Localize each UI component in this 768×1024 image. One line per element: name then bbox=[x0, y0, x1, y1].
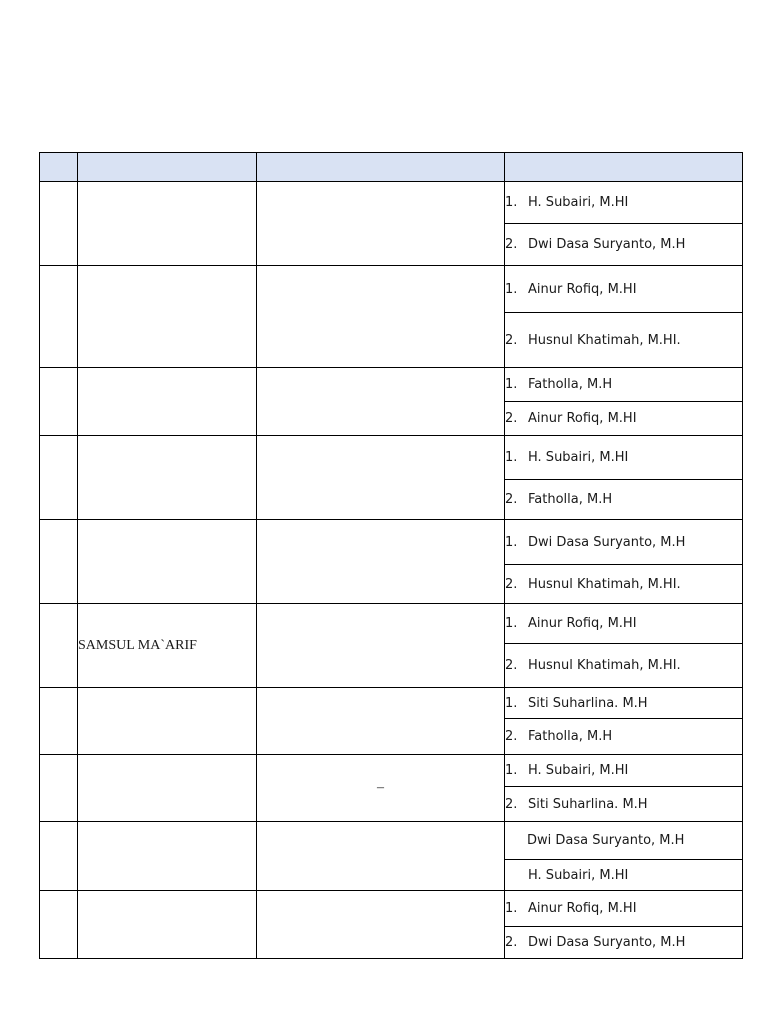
examiner-name: Dwi Dasa Suryanto, M.H bbox=[527, 833, 685, 848]
student-name-cell bbox=[78, 368, 257, 436]
thesis-title-cell bbox=[257, 688, 505, 755]
student-name-cell bbox=[78, 266, 257, 368]
examiner-cell bbox=[505, 313, 743, 368]
examiner-name: Ainur Rofiq, M.HI bbox=[528, 411, 637, 426]
student-name-cell bbox=[78, 822, 257, 891]
examiner-name: H. Subairi, M.HI bbox=[528, 763, 629, 778]
header-cell-name bbox=[78, 153, 257, 182]
table-row bbox=[40, 266, 743, 313]
table-row bbox=[40, 891, 743, 927]
row-number-cell bbox=[40, 688, 78, 755]
examiner-cell bbox=[505, 787, 743, 822]
table-row bbox=[40, 688, 743, 719]
thesis-title-cell bbox=[257, 368, 505, 436]
examiner-number: 2. bbox=[505, 729, 518, 744]
examiner-number: 1. bbox=[505, 695, 518, 711]
header-cell-title bbox=[257, 153, 505, 182]
examiner-number: 1. bbox=[505, 195, 518, 210]
row-number-cell bbox=[40, 182, 78, 266]
examiner-cell bbox=[505, 719, 743, 755]
examiner-number: 2. bbox=[505, 935, 518, 950]
row-number-cell bbox=[40, 822, 78, 891]
table-row bbox=[40, 368, 743, 402]
examiner-cell bbox=[505, 927, 743, 959]
row-number-cell bbox=[40, 266, 78, 368]
examiner-number: 1. bbox=[505, 281, 518, 297]
examiner-name: Siti Suharlina. M.H bbox=[528, 695, 648, 711]
examiner-number: 1. bbox=[505, 616, 518, 631]
examiner-cell bbox=[505, 480, 743, 520]
row-number-cell bbox=[40, 520, 78, 604]
examiner-number: 2. bbox=[505, 658, 518, 673]
table-row bbox=[40, 604, 743, 644]
examiner-number: 1. bbox=[505, 534, 518, 550]
student-name-cell bbox=[78, 182, 257, 266]
student-name-cell bbox=[78, 891, 257, 959]
thesis-title-cell bbox=[257, 822, 505, 891]
examiner-cell bbox=[505, 604, 743, 644]
table-row bbox=[40, 755, 743, 787]
table-row bbox=[40, 182, 743, 224]
examiner-cell bbox=[505, 402, 743, 436]
examiner-cell bbox=[505, 368, 743, 402]
examiner-name: Husnul Khatimah, M.HI. bbox=[528, 332, 681, 348]
thesis-title-cell bbox=[257, 520, 505, 604]
examiner-name: H. Subairi, M.HI bbox=[528, 867, 629, 883]
student-name-cell bbox=[78, 520, 257, 604]
examiner-name: Fatholla, M.H bbox=[528, 729, 613, 744]
examiner-name: Dwi Dasa Suryanto, M.H bbox=[528, 534, 686, 550]
thesis-title-cell: – bbox=[257, 755, 505, 822]
examiner-number: 1. bbox=[505, 901, 518, 916]
examiner-cell bbox=[505, 266, 743, 313]
row-number-cell bbox=[40, 368, 78, 436]
examiner-name: Ainur Rofiq, M.HI bbox=[528, 901, 637, 916]
thesis-title-cell bbox=[257, 436, 505, 520]
examiner-number: 1. bbox=[505, 450, 518, 465]
examiner-name: Dwi Dasa Suryanto, M.H bbox=[528, 935, 686, 950]
examiner-cell bbox=[505, 565, 743, 604]
examiner-name: H. Subairi, M.HI bbox=[528, 195, 629, 210]
examiner-name: Ainur Rofiq, M.HI bbox=[528, 281, 637, 297]
examiner-name: Husnul Khatimah, M.HI. bbox=[528, 576, 681, 592]
examiner-number: 2. bbox=[505, 492, 518, 507]
table-header-row bbox=[40, 153, 743, 182]
header-cell-examiners bbox=[505, 153, 743, 182]
examiner-number: 2. bbox=[505, 796, 518, 812]
examiner-cell bbox=[505, 224, 743, 266]
student-name-cell bbox=[78, 688, 257, 755]
thesis-title-cell bbox=[257, 266, 505, 368]
examiner-cell bbox=[505, 520, 743, 565]
examiner-cell bbox=[505, 688, 743, 719]
examiner-number: 2. bbox=[505, 576, 518, 592]
thesis-title-cell bbox=[257, 891, 505, 959]
examiner-name: H. Subairi, M.HI bbox=[528, 450, 629, 465]
examiner-cell bbox=[505, 436, 743, 480]
student-name-cell: SAMSUL MA`ARIF bbox=[78, 604, 257, 688]
table-row bbox=[40, 822, 743, 860]
header-cell-no bbox=[40, 153, 78, 182]
examiner-name: Siti Suharlina. M.H bbox=[528, 796, 648, 812]
examiner-number: 2. bbox=[505, 411, 518, 426]
examiner-number: 2. bbox=[505, 237, 518, 252]
examiner-cell bbox=[505, 891, 743, 927]
examiner-cell bbox=[505, 860, 743, 891]
table-row bbox=[40, 436, 743, 480]
examiner-name: Dwi Dasa Suryanto, M.H bbox=[528, 237, 686, 252]
examiner-number: 1. bbox=[505, 763, 518, 778]
examiner-name: Fatholla, M.H bbox=[528, 492, 613, 507]
table-row bbox=[40, 520, 743, 565]
examiner-number: 1. bbox=[505, 377, 518, 392]
examiner-cell bbox=[505, 822, 743, 860]
row-number-cell bbox=[40, 755, 78, 822]
row-number-cell bbox=[40, 604, 78, 688]
thesis-title-cell bbox=[257, 604, 505, 688]
row-number-cell bbox=[40, 436, 78, 520]
examiner-cell bbox=[505, 644, 743, 688]
examiner-number: 2. bbox=[505, 332, 518, 348]
examiner-name: Husnul Khatimah, M.HI. bbox=[528, 658, 681, 673]
examiner-name: Ainur Rofiq, M.HI bbox=[528, 616, 637, 631]
thesis-title-cell bbox=[257, 182, 505, 266]
examiner-cell bbox=[505, 755, 743, 787]
examiner-cell bbox=[505, 182, 743, 224]
student-name-cell bbox=[78, 436, 257, 520]
row-number-cell bbox=[40, 891, 78, 959]
examiner-name: Fatholla, M.H bbox=[528, 377, 613, 392]
examiner-table bbox=[39, 152, 743, 959]
student-name-cell bbox=[78, 755, 257, 822]
